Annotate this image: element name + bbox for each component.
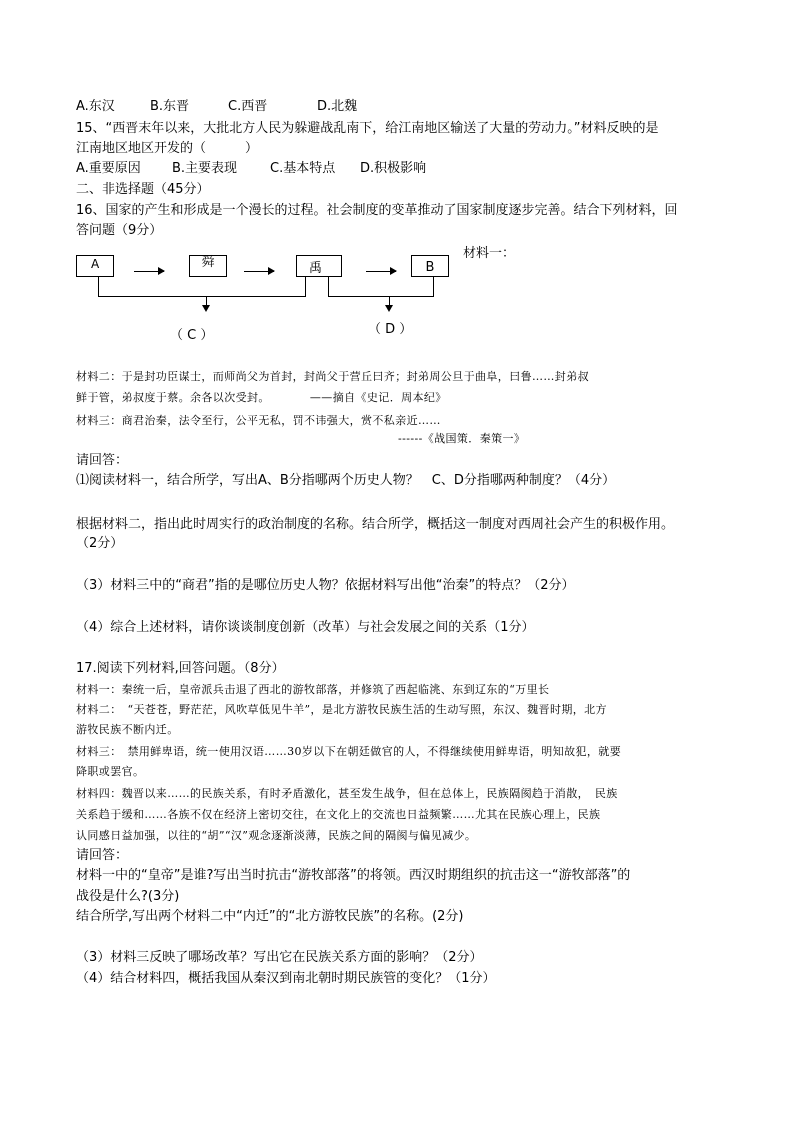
box-shun: 舜 — [189, 255, 227, 277]
q14-option-a: A.东汉 — [76, 99, 115, 114]
label-c: （ C ） — [170, 328, 214, 343]
q17-sub2: 结合所学,写出两个材料二中“内迁”的“北方游牧民族”的名称。(2分) — [76, 909, 464, 924]
box-yu: 禹 — [296, 255, 342, 277]
q16-answer-label: 请回答： — [76, 453, 129, 468]
q16-material3-source: ------《战国策．秦策一》 — [398, 432, 526, 445]
q16-material2-line1: 材料二：于是封功臣谋士，而师尚父为首封，封尚父于营丘曰齐；封弟周公旦于曲阜，曰鲁……封弟叔 — [76, 370, 589, 383]
q16-material2-line2: 鲜于管，弟叔度于蔡。余各以次受封。 ——摘自《史记．周本纪》 — [76, 391, 447, 404]
q16-stem-line2: 答问题（9分） — [76, 223, 163, 238]
q14-option-b: B.东晋 — [150, 99, 190, 114]
q17-material3-line2: 降职或罢官。 — [76, 765, 145, 778]
label-d: （ D ） — [368, 322, 413, 337]
q16-sub3: （3）材料三中的“商君”指的是哪位历史人物？依据材料写出他“治秦”的特点？（2分） — [76, 578, 575, 593]
q15-option-a: A.重要原因 — [76, 161, 141, 176]
q17-material2-line2: 游牧民族不断内迁。 — [76, 723, 179, 736]
box-b: B — [411, 255, 449, 277]
q15-option-b: B.主要表现 — [172, 161, 238, 176]
bracket-d-left — [328, 277, 329, 296]
q17-material4-line2: 关系趋于缓和……各族不仅在经济上密切交往，在文化上的交流也日益频繁……尤其在民族心理上，民族 — [76, 808, 601, 821]
q17-material3-line1: 材料三： 禁用鲜卑语，统一使用汉语……30岁以下在朝廷做官的人，不得继续使用鲜卑语，明知故犯，就要 — [76, 745, 622, 758]
q16-sub4: （4）综合上述材料，请你谈谈制度创新（改革）与社会发展之间的关系（1分） — [76, 620, 535, 635]
q17-sub1-line2: 战役是什么?(3分) — [76, 889, 180, 904]
arrow-yu-b — [366, 271, 396, 272]
bracket-d-arrowhead — [385, 305, 393, 312]
q16-stem-line1: 16、国家的产生和形成是一个漫长的过程。社会制度的变革推动了国家制度逐步完善。结合下列材料，回 — [76, 203, 678, 218]
q17-sub3: （3）材料三反映了哪场改革？写出它在民族关系方面的影响？（2分） — [76, 950, 483, 965]
q17-answer-label: 请回答： — [76, 848, 129, 863]
q15-stem-line1: 15、“西晋末年以来，大批北方人民为躲避战乱南下，给江南地区输送了大量的劳动力。”材料反映的是 — [76, 121, 659, 136]
q17-material1: 材料一：秦统一后，皇帝派兵击退了西北的游牧部落，并修筑了西起临洮、东到辽东的“万里长 — [76, 683, 550, 696]
box-a: A — [76, 255, 114, 277]
q17-sub1-line1: 材料一中的“皇帝”是谁?写出当时抗击“游牧部落”的将领。西汉时期组织的抗击这一“游牧部落”的 — [76, 868, 631, 883]
q17-material4-line3: 认同感日益加强，以往的“胡”“汉”观念逐渐淡薄，民族之间的隔阂与偏见减少。 — [76, 829, 477, 842]
q16-sub1: ⑴阅读材料一，结合所学，写出A、B分指哪两个历史人物？ C、D分指哪两种制度？（4分） — [76, 473, 616, 488]
q14-option-c: C.西晋 — [228, 99, 268, 114]
q17-sub4: （4）结合材料四，概括我国从秦汉到南北朝时期民族管的变化？（1分） — [76, 971, 496, 986]
q17-material2-line1: 材料二： “天苍苍，野茫茫，风吹草低见牛羊”，是北方游牧民族生活的生动写照，东汉、魏晋时期，北方 — [76, 703, 607, 716]
bracket-c-right — [305, 277, 306, 296]
q17-title: 17.阅读下列材料,回答问题。（8分） — [76, 661, 285, 676]
q16-sub2-line2: （2分） — [76, 536, 124, 551]
bracket-c-left — [98, 277, 99, 296]
bracket-d-right — [433, 277, 434, 296]
q14-option-d: D.北魏 — [317, 99, 358, 114]
arrow-a-shun — [134, 271, 164, 272]
q16-sub2-line1: 根据材料二，指出此时周实行的政治制度的名称。结合所学，概括这一制度对西周社会产生的积极作用。 — [76, 517, 675, 532]
q17-material4-line1: 材料四：魏晋以来……的民族关系，有时矛盾激化，甚至发生战争，但在总体上，民族隔阂趋于消散， 民族 — [76, 787, 618, 800]
bracket-d-bar — [328, 296, 434, 297]
bracket-c-arrowhead — [202, 305, 210, 312]
q15-option-c: C.基本特点 — [270, 161, 336, 176]
q15-stem-line2: 江南地区地区开发的（ ） — [76, 141, 259, 156]
q16-material3-line1: 材料三：商君治秦，法令至行，公平无私，罚不讳强大，赏不私亲近…… — [76, 414, 441, 427]
material1-label: 材料一： — [463, 246, 516, 261]
section2-title: 二、非选择题（45分） — [76, 182, 210, 197]
q15-option-d: D.积极影响 — [360, 161, 427, 176]
arrow-shun-yu — [244, 271, 274, 272]
bracket-c-bar — [98, 296, 306, 297]
